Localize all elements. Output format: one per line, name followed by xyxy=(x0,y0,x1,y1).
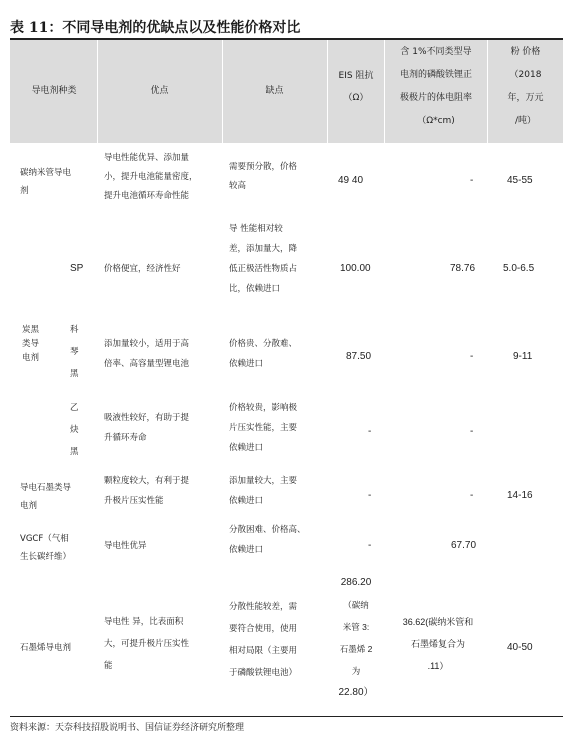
adv-graphite xyxy=(104,474,189,508)
type-line: 生长碳纤维） xyxy=(20,552,72,562)
header-disadvantages: 缺点 xyxy=(265,86,284,96)
dis-line: 比，依赖进口 xyxy=(229,284,281,294)
adv-line: 吸液性较好，有助于提 xyxy=(104,413,190,423)
type-line: 科 xyxy=(70,325,79,335)
adv-line: 升循环寿命 xyxy=(104,433,147,443)
price-graphite: 14-16 xyxy=(507,490,533,501)
header-price-line: /吨） xyxy=(514,116,537,126)
carbon-black-group xyxy=(22,323,39,365)
res-line: 36.62(碳纳米管和 xyxy=(402,617,474,627)
adv-line: 导电性 异，比表面积 xyxy=(104,617,184,627)
type-line: 乙 xyxy=(70,403,79,413)
header-advantages: 优点 xyxy=(150,86,169,96)
res-acetylene: - xyxy=(470,426,474,437)
type-cnt-line: 碳纳米管导电 xyxy=(20,168,72,178)
eis-line: 石墨烯 2 xyxy=(339,644,373,654)
adv-ketjen xyxy=(104,337,189,371)
dis-line: 依赖进口 xyxy=(229,545,264,555)
adv-line: 倍率、高容量型锂电池 xyxy=(104,359,190,369)
dis-line: 相对局限（主要用 xyxy=(229,646,298,656)
group-line: 炭黑 xyxy=(22,325,40,335)
res-line: .11） xyxy=(427,661,449,671)
dis-line: 依赖进口 xyxy=(229,359,264,369)
eis-cnt: 49 40 xyxy=(338,175,364,186)
header-price-line: 粉 价格 xyxy=(510,47,541,57)
dis-vgcf xyxy=(229,523,306,557)
type-cnt xyxy=(20,166,71,198)
type-line: 导电石墨类导 xyxy=(20,483,72,493)
header-eis-line: （Ω） xyxy=(343,93,369,103)
dis-line: 依赖进口 xyxy=(229,443,264,453)
dis-line: 依赖进口 xyxy=(229,496,264,506)
header-type: 导电剂种类 xyxy=(31,86,77,96)
header-resistivity-line: （Ω*cm) xyxy=(417,116,455,126)
type-line: 电剂 xyxy=(20,501,38,511)
header-price-line: （2018 xyxy=(509,70,542,80)
adv-line: 小，提升电池能量密度， xyxy=(104,172,198,182)
eis-line: 286.20 xyxy=(340,577,372,588)
eis-line: （碳纳 xyxy=(343,600,369,610)
type-line: 琴 xyxy=(70,347,79,357)
header-eis xyxy=(328,69,384,105)
type-cnt-line: 剂 xyxy=(20,186,29,196)
adv-line: 添加量较小，适用于高 xyxy=(104,339,190,349)
dis-line: 需要预分散，价格 xyxy=(229,162,298,172)
adv-line: 导电性能优异、添加量 xyxy=(104,153,190,163)
dis-line: 要符合使用，使用 xyxy=(229,624,298,634)
adv-line: 升极片压实性能 xyxy=(104,496,164,506)
res-graphene xyxy=(390,615,486,673)
table-title: 表 11：不同导电剂的优缺点以及性能价格对比 xyxy=(10,20,301,36)
header-resistivity xyxy=(385,45,487,128)
eis-line: 米管 3: xyxy=(342,622,370,632)
dis-line: 于磷酸铁锂电池） xyxy=(229,668,298,678)
type-graphene: 石墨烯导电剂 xyxy=(20,643,72,653)
group-line: 类导 xyxy=(22,339,40,349)
res-cnt: - xyxy=(470,175,474,186)
res-sp: 78.76 xyxy=(450,263,476,274)
dis-line: 导 性能相对较 xyxy=(229,224,283,234)
price-sp: 5.0-6.5 xyxy=(503,263,535,274)
type-acetylene xyxy=(70,401,79,459)
dis-line: 较高 xyxy=(229,181,247,191)
dis-line: 差，添加量大，降 xyxy=(229,244,298,254)
price-ketjen: 9-11 xyxy=(513,351,533,362)
type-sp: SP xyxy=(70,263,84,274)
type-line: 黑 xyxy=(70,447,79,457)
adv-line: 能 xyxy=(104,661,113,671)
adv-acetylene xyxy=(104,411,189,445)
source-note: 资料来源：天奈科技招股说明书、国信证券经济研究所整理 xyxy=(10,723,245,733)
adv-line: 颗粒度较大，有利于提 xyxy=(104,476,190,486)
dis-line: 分散困难、价格高、 xyxy=(229,525,306,535)
type-vgcf xyxy=(20,532,71,564)
adv-graphene xyxy=(104,615,189,673)
eis-vgcf: - xyxy=(368,540,372,551)
eis-graphene xyxy=(328,576,384,700)
type-line: 黑 xyxy=(70,369,79,379)
res-vgcf: 67.70 xyxy=(451,540,477,551)
dis-sp xyxy=(229,222,297,296)
res-graphite: - xyxy=(470,490,474,501)
dis-line: 价格贵、分散难、 xyxy=(229,339,298,349)
price-cnt: 45-55 xyxy=(507,175,533,186)
eis-ketjen: 87.50 xyxy=(346,351,372,362)
dis-graphite xyxy=(229,474,297,508)
adv-line: 提升电池循环寿命性能 xyxy=(104,191,190,201)
eis-line: 为 xyxy=(351,666,361,676)
adv-cnt xyxy=(104,151,198,203)
type-line: 炔 xyxy=(70,425,79,435)
eis-sp: 100.00 xyxy=(340,263,371,274)
bottom-rule xyxy=(10,716,563,717)
dis-line: 分散性能较差，需 xyxy=(229,602,298,612)
res-ketjen: - xyxy=(470,351,474,362)
dis-line: 低正极活性物质占 xyxy=(229,264,298,274)
dis-line: 添加量较大，主要 xyxy=(229,476,298,486)
header-price-line: 年，万元 xyxy=(507,93,544,103)
header-resistivity-line: 极极片的体电阻率 xyxy=(399,93,472,103)
dis-ketjen xyxy=(229,337,297,371)
adv-line: 大，可提升极片压实性 xyxy=(104,639,190,649)
dis-line: 价格较贵，影响极 xyxy=(229,403,298,413)
type-line: VGCF（气相 xyxy=(20,534,69,544)
dis-line: 片压实性能，主要 xyxy=(229,423,298,433)
adv-sp: 价格便宜，经济性好 xyxy=(104,264,181,274)
eis-acetylene: - xyxy=(368,426,372,437)
type-ketjen xyxy=(70,323,79,381)
dis-cnt xyxy=(229,160,297,193)
price-graphene: 40-50 xyxy=(507,642,533,653)
adv-vgcf: 导电性优异 xyxy=(104,541,147,551)
header-resistivity-line: 电剂的磷酸铁锂正 xyxy=(399,70,472,80)
dis-acetylene xyxy=(229,401,297,455)
header-price xyxy=(488,45,563,128)
header-resistivity-line: 含 1%不同类型导 xyxy=(400,47,472,57)
type-graphite xyxy=(20,481,71,513)
dis-graphene xyxy=(229,600,297,680)
res-line: 石墨烯复合为 xyxy=(410,639,465,649)
eis-graphite: - xyxy=(368,490,372,501)
group-line: 电剂 xyxy=(22,353,40,363)
header-eis-line: EIS 阻抗 xyxy=(338,71,374,81)
eis-line: 22.80） xyxy=(338,687,374,698)
